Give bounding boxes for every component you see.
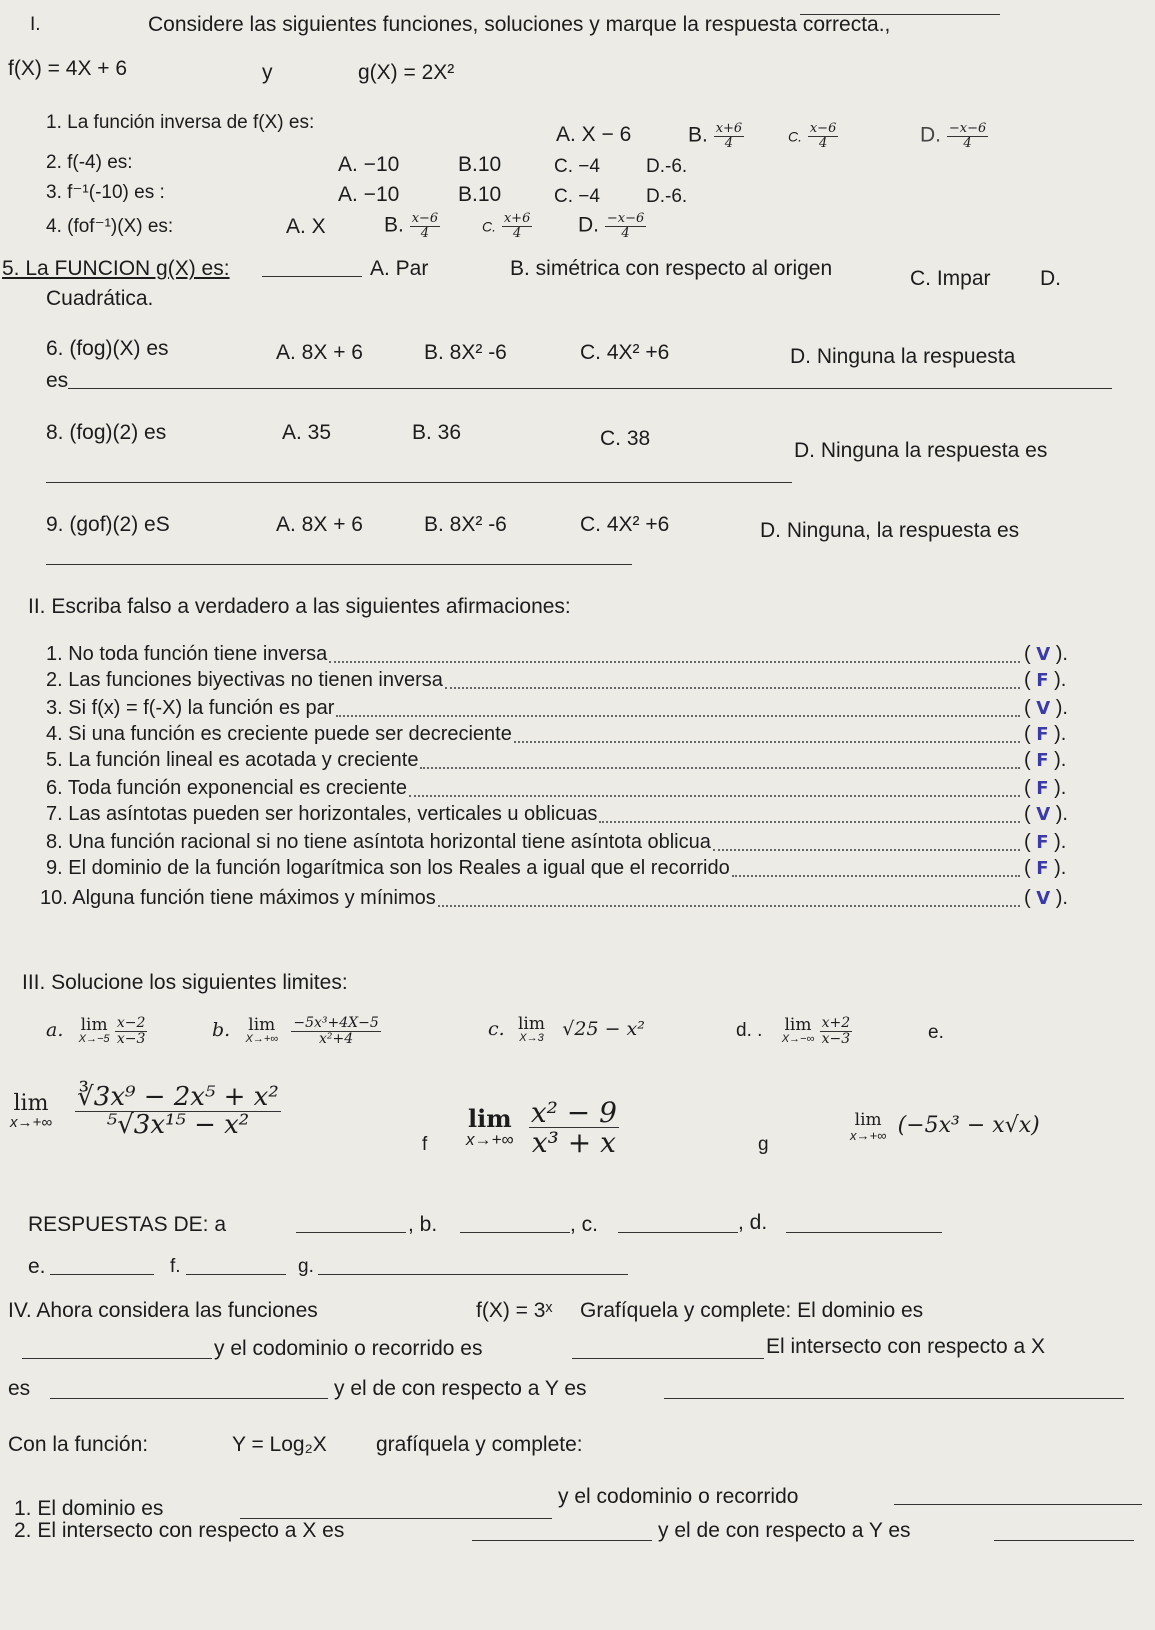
q9-text: 9. (gof)(2) eS	[46, 513, 170, 536]
answers-d-label: , d.	[738, 1211, 768, 1234]
x-intercept-blank[interactable]	[50, 1398, 328, 1399]
limit-f: lim x→+∞ $\frac{\text{x² − 9}}{\text{x³ + x}}$	[466, 1096, 617, 1160]
answer-c-blank[interactable]	[618, 1232, 738, 1233]
section-4-line5-b: y el codominio o recorrido	[558, 1485, 799, 1508]
tf-item-text: 10. Alguna función tiene máximos y mínimos	[40, 887, 436, 909]
section-1-heading: Considere las siguientes funciones, soluciones y marque la respuesta correcta.,	[148, 13, 891, 36]
tf-dotted-leader	[445, 687, 1020, 689]
answers-b-label: , b.	[408, 1213, 438, 1236]
domain-blank[interactable]	[22, 1358, 212, 1359]
f-definition: f(X) = 4X + 6	[8, 57, 128, 80]
answer-g-blank[interactable]	[318, 1274, 628, 1275]
q6-answer-line	[68, 388, 1112, 389]
tf-dotted-leader	[329, 661, 1020, 663]
tf-answer-mark: V	[1036, 804, 1051, 825]
tf-answer-box[interactable]: ( F ).	[1024, 723, 1067, 745]
q1-option-c: C. $\frac{x-6}{4}$	[788, 121, 837, 151]
tf-answer-box[interactable]: ( V ).	[1024, 697, 1068, 719]
q1-option-b: B. $\frac{x+6}{4}$	[688, 121, 743, 151]
q3-text: 3. f⁻¹(-10) es :	[46, 182, 165, 203]
y-intercept-blank[interactable]	[664, 1398, 1124, 1399]
log-y-intercept-blank[interactable]	[994, 1540, 1134, 1541]
tf-item-text: 3. Si f(x) = f(-X) la función es par	[46, 697, 335, 719]
q5-text: 5. La FUNCION g(X) es:	[2, 257, 230, 280]
q9-option-b: B. 8X² -6	[424, 513, 507, 536]
section-4-line6-a: 2. El intersecto con respecto a X es	[14, 1519, 345, 1542]
tf-item-text: 5. La función lineal es acotada y creciente	[46, 749, 419, 771]
q5-option-c: C. Impar	[910, 267, 991, 290]
q2-option-b: B.10	[458, 153, 502, 176]
tf-answer-box[interactable]: ( F ).	[1024, 857, 1067, 879]
tf-dotted-leader	[438, 905, 1020, 907]
tf-dotted-leader	[713, 849, 1020, 851]
q6-option-c: C. 4X² +6	[580, 341, 670, 364]
tf-dotted-leader	[336, 715, 1020, 717]
q2-option-d: D.-6.	[646, 156, 688, 177]
tf-answer-mark: F	[1036, 750, 1049, 771]
answer-e-blank[interactable]	[50, 1274, 154, 1275]
q3-option-d: D.-6.	[646, 186, 688, 207]
section-2-heading: II. Escriba falso a verdadero a las siguientes afirmaciones:	[28, 595, 571, 618]
range-blank[interactable]	[572, 1358, 764, 1359]
section-4-line1-a: IV. Ahora considera las funciones	[8, 1299, 318, 1322]
limit-c: c. lim X→3 √25 − x²	[488, 1014, 645, 1044]
section-3-heading: III. Solucione los siguientes limites:	[22, 971, 348, 994]
q8-text: 8. (fog)(2) es	[46, 421, 167, 444]
q5-option-a: A. Par	[370, 257, 429, 280]
tf-item-text: 7. Las asíntotas pueden ser horizontales, verticales u oblicuas	[46, 803, 598, 825]
tf-item-text: 8. Una función racional si no tiene asíntota horizontal tiene asíntota oblicua	[46, 831, 711, 853]
q4-option-b: B. $\frac{x-6}{4}$	[384, 211, 439, 241]
tf-answer-box[interactable]: ( V ).	[1024, 643, 1068, 665]
q4-option-c: C. $\frac{x+6}{4}$	[482, 211, 531, 241]
q8-option-c: C. 38	[600, 427, 651, 450]
q6-option-d: D. Ninguna la respuesta	[790, 345, 1016, 368]
tf-answer-mark: F	[1036, 724, 1049, 745]
q8-option-d: D. Ninguna la respuesta es	[794, 439, 1048, 462]
limit-e: lim x→+∞ $\frac{\text{∛3x⁹ − 2x⁵ + x²}}{\text{⁵√3x¹⁵ − x²}}$	[10, 1082, 279, 1141]
section-4-function-exp: f(X) = 3ˣ	[476, 1299, 553, 1322]
tf-answer-box[interactable]: ( F ).	[1024, 777, 1067, 799]
q1-option-a: A. X − 6	[556, 123, 632, 146]
q6-option-d-text: es	[46, 369, 69, 392]
limit-e-label: e.	[928, 1022, 944, 1043]
tf-dotted-leader	[732, 875, 1020, 877]
answers-a-label: RESPUESTAS DE: a	[28, 1213, 227, 1236]
g-definition: g(X) = 2X²	[358, 61, 455, 84]
q4-text: 4. (fof⁻¹)(X) es:	[46, 216, 174, 237]
tf-answer-mark: F	[1036, 832, 1049, 853]
q3-option-b: B.10	[458, 183, 502, 206]
tf-dotted-leader	[599, 821, 1020, 823]
q6-option-b: B. 8X² -6	[424, 341, 507, 364]
section-4-line2-b: El intersecto con respecto a X	[766, 1335, 1045, 1358]
tf-answer-mark: V	[1036, 888, 1051, 909]
tf-item-text: 9. El dominio de la función logarítmica son los Reales a igual que el recorrido	[46, 857, 730, 879]
q2-option-c: C. −4	[554, 156, 600, 177]
tf-item-text: 4. Si una función es creciente puede ser decreciente	[46, 723, 512, 745]
tf-answer-mark: F	[1036, 858, 1049, 879]
tf-answer-box[interactable]: ( F ).	[1024, 749, 1067, 771]
section-4-line1-c: Grafíquela y complete: El dominio es	[580, 1299, 924, 1322]
section-4-line4-a: Con la función:	[8, 1433, 149, 1456]
answer-b-blank[interactable]	[460, 1232, 570, 1233]
tf-answer-mark: V	[1036, 698, 1051, 719]
limit-a: a. lim X→−5 $\frac{x-2}{x-3}$	[46, 1015, 146, 1047]
tf-answer-box[interactable]: ( F ).	[1024, 831, 1067, 853]
tf-item-text: 6. Toda función exponencial es creciente	[46, 777, 407, 799]
answers-f-label: f.	[170, 1256, 181, 1277]
q4-option-a: A. X	[286, 215, 326, 238]
section-4-function-log: Y = Log₂X	[232, 1433, 327, 1456]
q4-option-d: D. $\frac{-x-6}{4}$	[578, 211, 645, 241]
q3-option-a: A. −10	[338, 183, 400, 206]
q2-option-a: A. −10	[338, 153, 400, 176]
q9-option-d: D. Ninguna, la respuesta es	[760, 519, 1020, 542]
tf-answer-box[interactable]: ( V ).	[1024, 803, 1068, 825]
q8-option-b: B. 36	[412, 421, 462, 444]
tf-item-text: 1. No toda función tiene inversa	[46, 643, 328, 665]
answer-d-blank[interactable]	[786, 1232, 942, 1233]
log-range-blank[interactable]	[894, 1504, 1142, 1505]
q5-option-d-text: Cuadrática.	[46, 287, 154, 310]
tf-answer-mark: F	[1036, 778, 1049, 799]
q1-text: 1. La función inversa de f(X) es:	[46, 112, 315, 133]
limit-b: b. lim X→+∞ $\frac{\text{−5x³+4X−5}}{\text{x²+4}}$	[212, 1015, 379, 1047]
tf-dotted-leader	[514, 741, 1020, 743]
answers-e-label: e.	[28, 1255, 46, 1278]
q5-option-b: B. simétrica con respecto al origen	[510, 257, 833, 280]
answers-g-label: g.	[298, 1256, 314, 1277]
limit-f-label: f	[422, 1134, 428, 1155]
section-4-line4-c: grafíquela y complete:	[376, 1433, 583, 1456]
q8-option-a: A. 35	[282, 421, 332, 444]
q5-option-d: D.	[1040, 267, 1061, 290]
q3-option-c: C. −4	[554, 186, 600, 207]
section-4-line2-a: y el codominio o recorrido es	[214, 1337, 483, 1360]
tf-answer-mark: V	[1036, 644, 1051, 665]
log-x-intercept-blank[interactable]	[472, 1540, 652, 1541]
section-4-line3-a: es	[8, 1377, 31, 1400]
q9-option-a: A. 8X + 6	[276, 513, 363, 536]
limit-g: lim x→+∞ (−5x³ − x√x)	[850, 1110, 1040, 1143]
limit-d: d. . lim X→−∞ $\frac{x+2}{x-3}$	[736, 1015, 851, 1047]
section-1-roman: I.	[30, 14, 41, 35]
limit-g-label: g	[758, 1134, 769, 1155]
q9-answer-line	[46, 564, 632, 565]
q1-option-d: D. $\frac{-x-6}{4}$	[920, 121, 987, 151]
tf-dotted-leader	[420, 767, 1020, 769]
q2-text: 2. f(-4) es:	[46, 152, 133, 173]
q5-blank	[262, 276, 362, 277]
q6-option-a: A. 8X + 6	[276, 341, 363, 364]
q6-text: 6. (fog)(X) es	[46, 337, 169, 360]
tf-answer-box[interactable]: ( V ).	[1024, 887, 1068, 909]
tf-answer-mark: F	[1036, 670, 1049, 691]
top-blank-line	[800, 14, 1000, 15]
tf-answer-box[interactable]: ( F ).	[1024, 669, 1067, 691]
answers-c-label: , c.	[570, 1213, 599, 1236]
answer-f-blank[interactable]	[186, 1274, 286, 1275]
conjunction-y: y	[262, 61, 273, 84]
q9-option-c: C. 4X² +6	[580, 513, 670, 536]
section-4-line3-b: y el de con respecto a Y es	[334, 1377, 587, 1400]
answer-a-blank[interactable]	[296, 1232, 406, 1233]
section-4-line5-a: 1. El dominio es	[14, 1497, 164, 1520]
q8-answer-line	[46, 482, 792, 483]
section-4-line6-b: y el de con respecto a Y es	[658, 1519, 911, 1542]
tf-dotted-leader	[409, 795, 1020, 797]
tf-item-text: 2. Las funciones biyectivas no tienen inversa	[46, 669, 443, 691]
